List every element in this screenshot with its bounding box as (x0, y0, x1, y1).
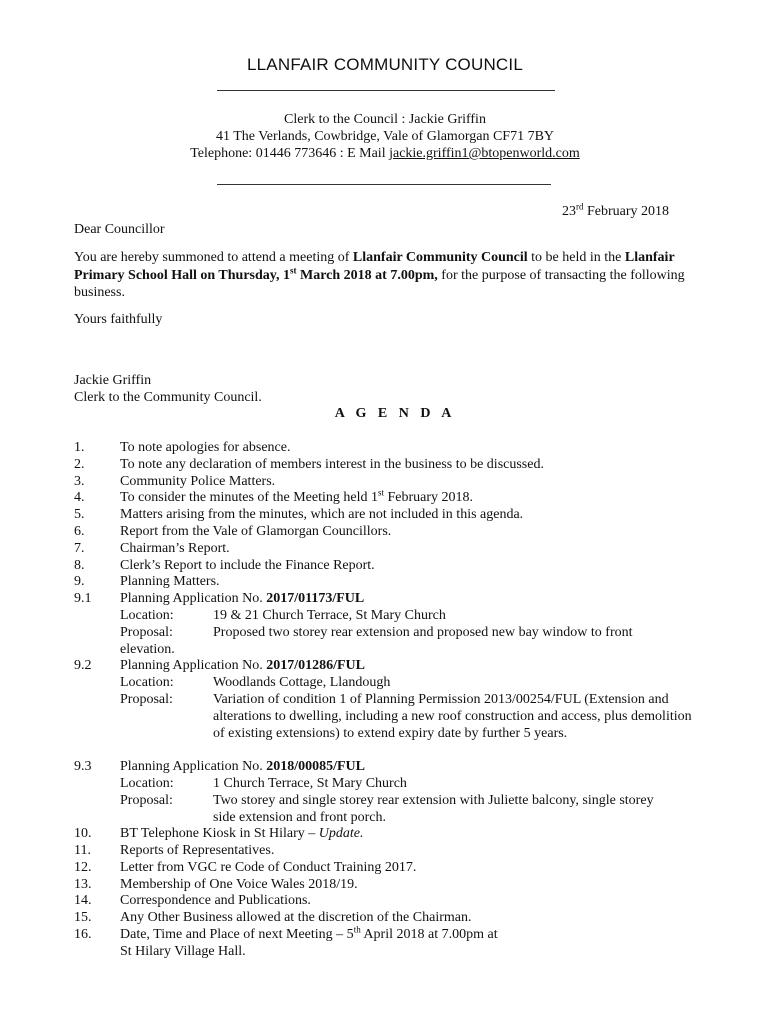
agenda-item-text: Report from the Vale of Glamorgan Councillors. (120, 524, 392, 539)
agenda-item-text: Membership of One Voice Wales 2018/19. (120, 877, 358, 892)
agenda-item-number: 8. (74, 558, 85, 573)
address-line: 41 The Verlands, Cowbridge, Vale of Glamorgan CF71 7BY (215, 129, 555, 144)
agenda-item-number: 1. (74, 440, 85, 455)
location-label: Location: (120, 776, 174, 791)
agenda-item-text: To note any declaration of members interest in the business to be discussed. (120, 457, 544, 472)
agenda-item-text: Reports of Representatives. (120, 843, 275, 858)
location-value: Woodlands Cottage, Llandough (213, 675, 391, 690)
planning-item-number: 9.2 (74, 658, 92, 673)
agenda-item-number: 14. (74, 893, 92, 908)
closing: Yours faithfully (74, 312, 163, 327)
agenda-heading: A G E N D A (334, 406, 456, 421)
agenda-item-continuation: St Hilary Village Hall. (120, 944, 246, 959)
proposal-value: Variation of condition 1 of Planning Permission 2013/00254/FUL (Extension and alterations to dwelling, including a new roof construction and access, plus demolition of existing extensions) to extend expiry date by further 5 years. (213, 692, 692, 741)
agenda-item-number: 4. (74, 490, 85, 505)
proposal-label: Proposal: (120, 625, 173, 640)
agenda-item-number: 3. (74, 474, 85, 489)
signatory-name: Jackie Griffin (74, 373, 152, 388)
council-name: LLANFAIR COMMUNITY COUNCIL (247, 55, 523, 74)
location-value: 19 & 21 Church Terrace, St Mary Church (213, 608, 446, 623)
proposal-continuation: elevation. (120, 642, 175, 657)
location-label: Location: (120, 675, 174, 690)
agenda-item-number: 7. (74, 541, 85, 556)
letter-date: 23rd February 2018 (561, 201, 669, 219)
proposal-label: Proposal: (120, 793, 173, 808)
agenda-item-number: 16. (74, 927, 92, 942)
proposal-label: Proposal: (120, 692, 173, 707)
planning-item-number: 9.1 (74, 591, 92, 606)
location-label: Location: (120, 608, 174, 623)
agenda-item-number: 12. (74, 860, 92, 875)
agenda-item-text: Chairman’s Report. (120, 541, 230, 556)
agenda-item-text: To note apologies for absence. (120, 440, 291, 455)
agenda-item-text: Community Police Matters. (120, 474, 276, 489)
agenda-item-text: To consider the minutes of the Meeting held 1st February 2018. (120, 487, 474, 505)
header-rule-top (217, 90, 555, 91)
clerk-line: Clerk to the Council : Jackie Griffin (284, 112, 486, 127)
planning-item-number: 9.3 (74, 759, 92, 774)
summons-paragraph: You are hereby summoned to attend a meeting of Llanfair Community Council to be held in the Llanfair Primary School Hall on Thursday, 1st March 2018 at 7.00pm, for the purpose of transacting the following business. (74, 250, 685, 300)
proposal-value: Two storey and single storey rear extension with Juliette balcony, single storey side extension and front porch. (213, 793, 654, 825)
agenda-item-text: Planning Matters. (120, 574, 220, 589)
agenda-item-text: Date, Time and Place of next Meeting – 5th April 2018 at 7.00pm at (120, 924, 498, 942)
agenda-item-text: Correspondence and Publications. (120, 893, 311, 908)
agenda-item-text: Letter from VGC re Code of Conduct Training 2017. (120, 860, 417, 875)
contact-line (0, 144, 770, 163)
planning-application: Planning Application No. 2017/01286/FUL (120, 658, 365, 673)
agenda-item-number: 6. (74, 524, 85, 539)
agenda-item-text: Any Other Business allowed at the discretion of the Chairman. (120, 910, 472, 925)
phone-text: Telephone: 01446 773646 : E Mail (190, 146, 390, 161)
agenda-item-number: 9. (74, 574, 85, 589)
agenda-item-number: 11. (74, 843, 91, 858)
agenda-item-text: Clerk’s Report to include the Finance Report. (120, 558, 375, 573)
header-rule-bottom (217, 184, 551, 185)
agenda-item-number: 13. (74, 877, 92, 892)
agenda-item-number: 5. (74, 507, 85, 522)
signatory-title: Clerk to the Community Council. (74, 390, 262, 405)
proposal-value: Proposed two storey rear extension and proposed new bay window to front (213, 625, 633, 640)
planning-application: Planning Application No. 2018/00085/FUL (120, 759, 365, 774)
planning-application: Planning Application No. 2017/01173/FUL (120, 591, 365, 606)
agenda-item-text: BT Telephone Kiosk in St Hilary – Update. (120, 826, 364, 841)
agenda-item-number: 15. (74, 910, 92, 925)
salutation: Dear Councillor (74, 222, 165, 237)
email-link[interactable]: jackie.griffin1@btopenworld.com (389, 146, 580, 161)
agenda-item-number: 2. (74, 457, 85, 472)
agenda-item-text: Matters arising from the minutes, which are not included in this agenda. (120, 507, 524, 522)
location-value: 1 Church Terrace, St Mary Church (213, 776, 407, 791)
agenda-item-number: 10. (74, 826, 92, 841)
